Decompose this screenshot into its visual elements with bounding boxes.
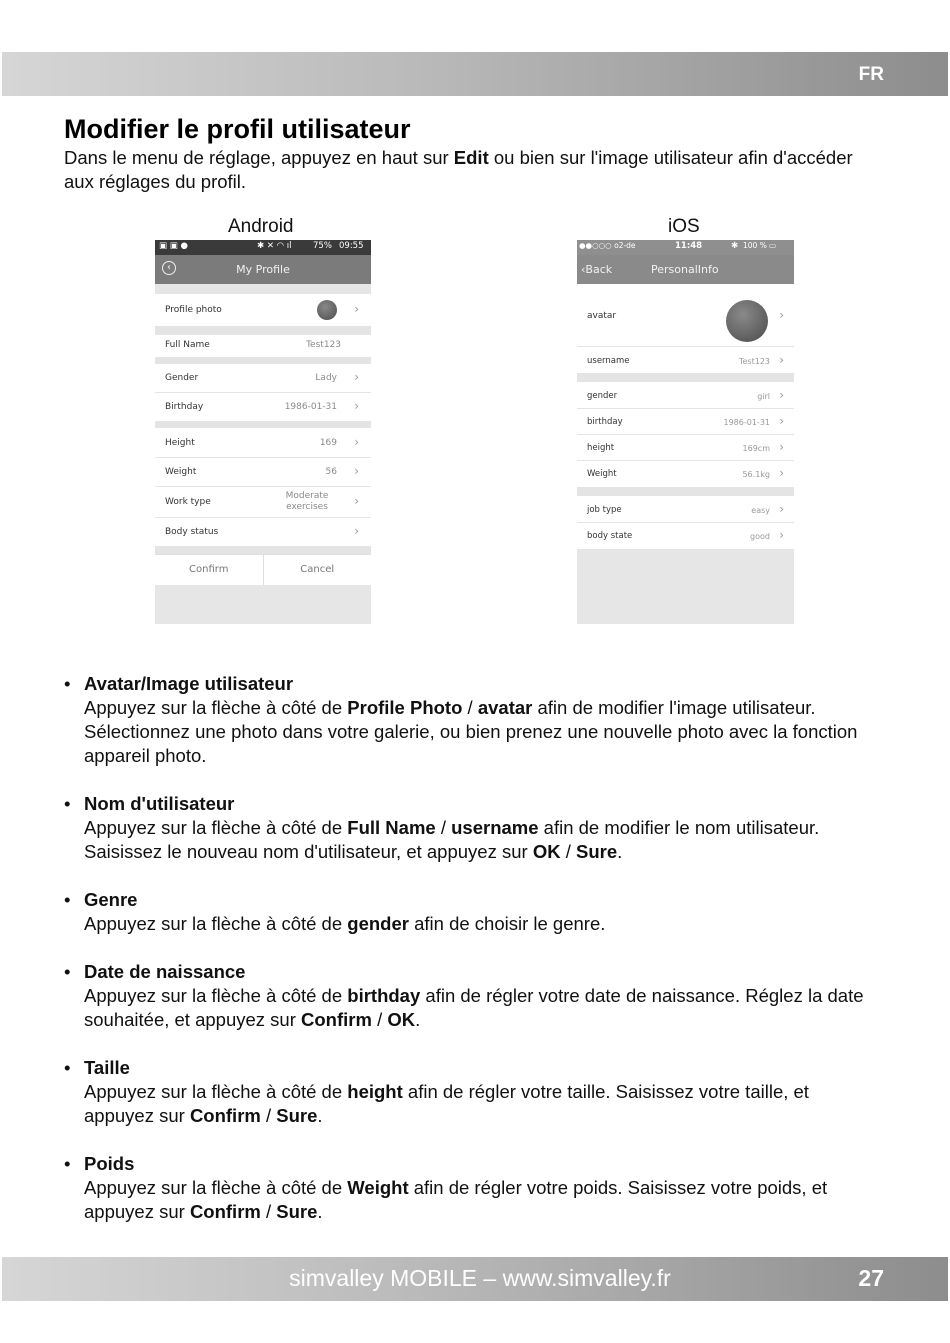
info-row-jobtype[interactable] bbox=[577, 496, 794, 523]
intro-part: Dans le menu de réglage, appuyez en haut sur bbox=[64, 147, 454, 168]
profile-row-birthday[interactable] bbox=[155, 393, 371, 422]
row-value: girl bbox=[757, 392, 770, 401]
instruction-item bbox=[64, 1152, 884, 1224]
ios-status-bar bbox=[577, 240, 794, 255]
instruction-item bbox=[64, 672, 884, 768]
separator bbox=[155, 547, 371, 554]
instruction-list bbox=[64, 672, 884, 1248]
instruction-item bbox=[64, 960, 884, 1032]
carrier-label: ●●○○○ o2-de bbox=[579, 241, 636, 250]
android-caption: Android bbox=[228, 216, 294, 237]
row-label: Height bbox=[165, 438, 195, 448]
instruction-title: • Taille bbox=[84, 1057, 130, 1078]
status-time: 11:48 bbox=[675, 241, 703, 251]
row-label: Body status bbox=[165, 527, 219, 537]
row-label: avatar bbox=[587, 311, 617, 321]
chevron-right-icon: › bbox=[779, 440, 784, 454]
android-nav-bar bbox=[155, 255, 371, 284]
instruction-title: • Nom d'utilisateur bbox=[84, 793, 235, 814]
instruction-title: • Poids bbox=[84, 1153, 135, 1174]
chevron-right-icon: › bbox=[779, 502, 784, 516]
page-number: 27 bbox=[858, 1265, 884, 1291]
notification-icons: ▣ ▣ ● bbox=[159, 241, 188, 251]
instruction-text: Appuyez sur la flèche à côté de gender afin de choisir le genre. bbox=[84, 913, 606, 934]
chevron-left-icon: ‹ bbox=[581, 263, 586, 276]
profile-row-photo[interactable] bbox=[155, 294, 371, 327]
screen-title: My Profile bbox=[236, 263, 290, 276]
profile-row-fullname[interactable] bbox=[155, 335, 371, 358]
ios-screenshot bbox=[577, 240, 794, 624]
instruction-text: Appuyez sur la flèche à côté de Profile Photo / avatar afin de modifier l'image utilisateur. Sélectionnez une photo dans votre galerie, ou bien prenez une nouvelle photo avec la fonction appareil photo. bbox=[84, 697, 858, 766]
info-row-username[interactable] bbox=[577, 346, 794, 374]
chevron-right-icon: › bbox=[779, 466, 784, 480]
info-row-birthday[interactable] bbox=[577, 409, 794, 435]
instruction-title: • Genre bbox=[84, 889, 138, 910]
row-value: Test123 bbox=[306, 340, 341, 350]
chevron-right-icon: › bbox=[354, 494, 359, 508]
chevron-right-icon: › bbox=[354, 399, 359, 413]
row-label: height bbox=[587, 443, 615, 453]
header-bar bbox=[2, 52, 948, 96]
instruction-text: Appuyez sur la flèche à côté de Full Name / username afin de modifier le nom utilisateur. Saisissez le nouveau nom d'utilisateur, et appuyez sur OK / Sure. bbox=[84, 817, 820, 862]
intro-part: ou bien sur l'image utilisateur afin d'accéder aux réglages du profil. bbox=[64, 147, 853, 192]
instruction-text: Appuyez sur la flèche à côté de Weight afin de régler votre poids. Saisissez votre poids, et appuyez sur Confirm / Sure. bbox=[84, 1177, 828, 1222]
page-title: Modifier le profil utilisateur bbox=[64, 114, 411, 144]
personal-info-list bbox=[577, 284, 794, 550]
profile-row-height[interactable] bbox=[155, 428, 371, 458]
chevron-right-icon: › bbox=[779, 528, 784, 542]
row-label: username bbox=[587, 356, 630, 366]
row-value: 169cm bbox=[742, 444, 770, 453]
row-value: good bbox=[750, 532, 770, 541]
instruction-item bbox=[64, 792, 884, 864]
ios-caption: iOS bbox=[668, 216, 700, 237]
chevron-right-icon: › bbox=[779, 353, 784, 367]
row-label: job type bbox=[587, 505, 622, 515]
instruction-title: • Date de naissance bbox=[84, 961, 246, 982]
profile-row-gender[interactable] bbox=[155, 364, 371, 393]
row-value: 56.1kg bbox=[742, 470, 770, 479]
chevron-right-icon: › bbox=[354, 302, 359, 316]
row-label: gender bbox=[587, 391, 618, 401]
info-row-gender[interactable] bbox=[577, 382, 794, 409]
row-label: Profile photo bbox=[165, 305, 222, 315]
row-value: 1986-01-31 bbox=[284, 402, 337, 412]
footer-site: simvalley MOBILE – www.simvalley.fr bbox=[289, 1265, 671, 1291]
separator bbox=[577, 374, 794, 382]
chevron-right-icon: › bbox=[779, 414, 784, 428]
android-screenshot bbox=[155, 240, 371, 624]
info-row-avatar[interactable] bbox=[577, 284, 794, 346]
info-row-height[interactable] bbox=[577, 435, 794, 461]
signal-icons: ✱ ✕ ◠ ıl bbox=[257, 241, 292, 251]
cancel-button[interactable]: Cancel bbox=[263, 555, 372, 585]
instruction-text: Appuyez sur la flèche à côté de birthday afin de régler votre date de naissance. Réglez la date souhaitée, et appuyez sur Confirm / OK. bbox=[84, 985, 864, 1030]
info-row-bodystate[interactable] bbox=[577, 523, 794, 550]
status-time: 09:55 bbox=[339, 241, 364, 251]
row-value: 56 bbox=[325, 467, 337, 477]
row-label: Full Name bbox=[165, 340, 210, 350]
chevron-right-icon: › bbox=[354, 524, 359, 538]
profile-row-worktype[interactable] bbox=[155, 487, 371, 518]
row-value: 169 bbox=[319, 438, 337, 448]
action-buttons bbox=[155, 554, 371, 585]
avatar bbox=[317, 300, 337, 320]
chevron-right-icon: › bbox=[354, 370, 359, 384]
row-value: 1986-01-31 bbox=[723, 418, 770, 427]
confirm-button[interactable]: Confirm bbox=[189, 564, 229, 575]
intro-text bbox=[64, 146, 884, 194]
android-status-bar bbox=[155, 240, 371, 255]
info-row-weight[interactable] bbox=[577, 461, 794, 488]
back-button[interactable] bbox=[581, 263, 612, 276]
row-label: Birthday bbox=[165, 402, 204, 412]
instruction-item bbox=[64, 1056, 884, 1128]
back-icon[interactable]: ‹ bbox=[162, 261, 176, 275]
row-label: Weight bbox=[165, 467, 197, 477]
row-label: Weight bbox=[587, 469, 617, 479]
chevron-right-icon: › bbox=[779, 388, 784, 402]
avatar bbox=[726, 300, 768, 342]
chevron-right-icon: › bbox=[779, 308, 784, 322]
profile-list bbox=[155, 294, 371, 547]
instruction-item bbox=[64, 888, 884, 936]
row-value: easy bbox=[751, 506, 770, 515]
intro-bold: Edit bbox=[453, 147, 489, 168]
profile-row-weight[interactable] bbox=[155, 458, 371, 487]
battery-level: 75% bbox=[313, 241, 332, 251]
chevron-right-icon: › bbox=[354, 435, 359, 449]
row-value: Test123 bbox=[738, 357, 770, 366]
back-label: Back bbox=[585, 263, 613, 276]
profile-row-bodystatus[interactable] bbox=[155, 518, 371, 547]
spacer bbox=[155, 284, 371, 294]
battery-icon: ▭ bbox=[769, 241, 777, 250]
row-value: Lady bbox=[315, 373, 337, 383]
row-label: Gender bbox=[165, 373, 199, 383]
screen-title: PersonalInfo bbox=[651, 263, 719, 276]
footer-bar bbox=[2, 1257, 948, 1301]
instruction-text: Appuyez sur la flèche à côté de height afin de régler votre taille. Saisissez votre taille, et appuyez sur Confirm / Sure. bbox=[84, 1081, 809, 1126]
ios-nav-bar bbox=[577, 255, 794, 284]
row-label: Work type bbox=[165, 497, 211, 507]
separator bbox=[155, 327, 371, 335]
battery-level: 100 % bbox=[743, 241, 767, 250]
bluetooth-icon: ✱ bbox=[731, 241, 739, 251]
row-label: body state bbox=[587, 531, 633, 541]
language-label: FR bbox=[858, 64, 884, 85]
separator bbox=[577, 488, 794, 496]
row-value: Moderate exercises bbox=[285, 491, 329, 512]
chevron-right-icon: › bbox=[354, 464, 359, 478]
instruction-title: • Avatar/Image utilisateur bbox=[84, 673, 294, 694]
row-label: birthday bbox=[587, 417, 623, 427]
